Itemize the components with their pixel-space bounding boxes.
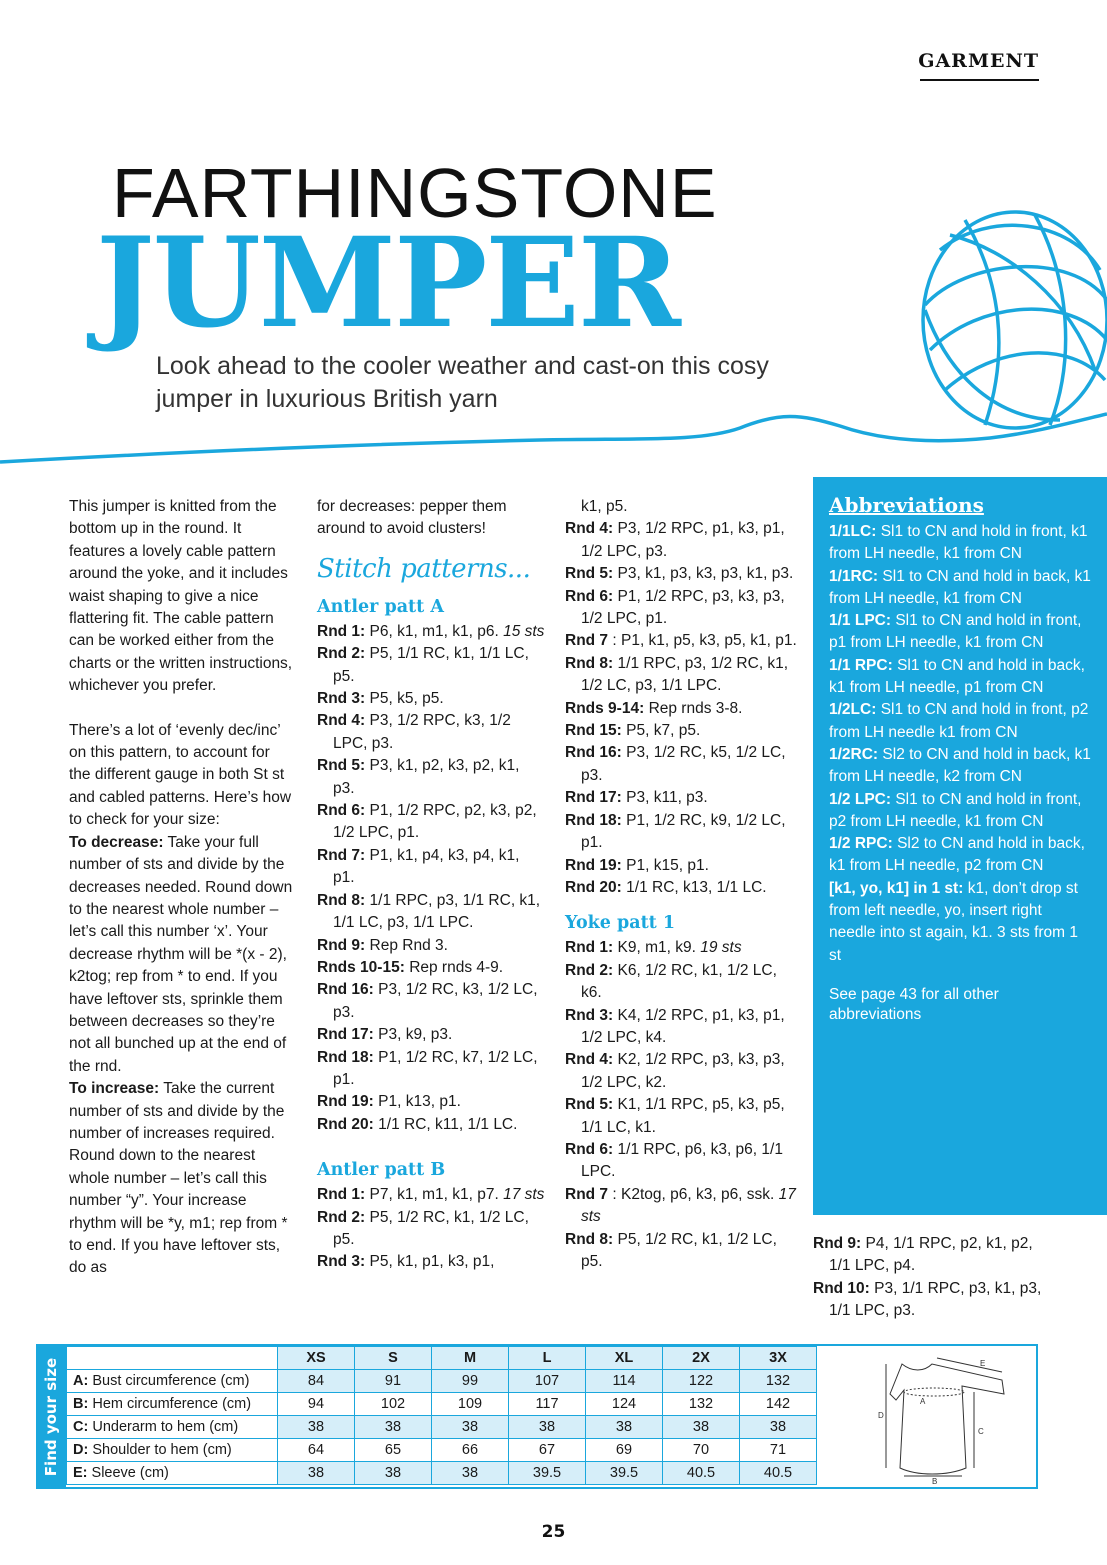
antler-a-heading: Antler patt A [317,596,444,617]
measurement-value: 38 [586,1416,663,1439]
size-row [67,1439,817,1462]
measurement-value: 38 [355,1416,432,1439]
antler-b-rounds [317,1184,545,1274]
round-text: P1, 1/2 RC, k9, 1/2 LC, p1. [581,811,786,852]
round-label: Rnd 8: [565,1230,614,1248]
measurement-value: 69 [586,1439,663,1462]
abbreviation-item [829,521,1091,566]
round-instruction [565,787,797,809]
round-label: Rnd 6: [565,1140,614,1158]
antler-a-rounds [317,621,545,1136]
round-text: K2, 1/2 RPC, p3, k3, p3, 1/2 LPC, k2. [581,1051,785,1091]
measurement-label [67,1416,278,1439]
size-header: 2X [663,1347,740,1370]
measurement-value: 38 [278,1462,355,1485]
abbreviation-definition: Sl2 to CN and hold in back, k1 from LH needle, p2 from CN [829,835,1085,875]
round-label: Rnd 1: [317,1186,366,1204]
stitch-column-2 [317,496,545,1274]
abbreviation-item [829,610,1091,655]
round-label: Rnd 2: [565,961,614,979]
antler-b-heading: Antler patt B [317,1160,446,1181]
garment-diagram [862,1350,1032,1485]
round-text: P6, k1, m1, k1, p6. [369,622,499,640]
round-instruction [565,653,797,698]
round-instruction [317,1114,545,1136]
measurement-label [67,1393,278,1416]
round-text: K6, 1/2 RC, k1, 1/2 LC, k6. [581,961,777,1002]
round-text: 1/1 RC, k13, 1/1 LC. [626,878,767,896]
measurement-label [67,1462,278,1485]
round-instruction [317,755,545,800]
abbreviation-key: 1/2LC: [829,701,877,719]
round-text: P3, 1/2 RC, k5, 1/2 LC, p3. [581,744,786,784]
round-instruction [317,1047,545,1092]
abbreviation-definition: Sl1 to CN and hold in front, p1 from LH needle, k1 from CN [829,612,1082,652]
find-your-size-label: Find your size [42,1357,60,1476]
size-header: XL [586,1347,663,1370]
measurement-value: 38 [355,1462,432,1485]
round-label: Rnd 6: [565,587,614,605]
round-label: Rnd 7 [565,1185,609,1203]
measurement-value: 99 [432,1370,509,1393]
abbreviations-list [829,521,1091,967]
abbreviation-definition: Sl1 to CN and hold in front, p2 from LH needle k1 from CN [829,701,1089,741]
size-header: S [355,1347,432,1370]
measurement-label [67,1370,278,1393]
round-text: K4, 1/2 RPC, p1, k3, p1, 1/2 LPC, k4. [581,1006,785,1046]
round-text: P1, k1, p4, k3, p4, k1, p1. [333,846,520,887]
round-instruction [565,810,797,855]
round-instruction [565,1094,797,1139]
abbreviation-item [829,789,1091,834]
round-instruction [565,937,797,959]
round-text: Rep Rnd 3. [369,936,448,954]
round-label: Rnd 15: [565,722,622,740]
round-text: P1, 1/2 RPC, p2, k3, p2, 1/2 LPC, p1. [333,802,537,842]
intro-column [69,496,295,1280]
round-instruction [565,720,797,742]
round-instruction [317,957,545,979]
round-text: : P1, k1, p5, k3, p5, k1, p1. [612,632,797,650]
round-text: 1/1 RPC, p3, 1/2 RC, k1, 1/2 LC, p3, 1/1 LPC. [581,654,789,695]
measurement-value: 132 [663,1393,740,1416]
round-text: P3, k11, p3. [626,789,708,807]
abbreviation-item [829,566,1091,611]
round-label: Rnd 19: [317,1093,374,1111]
round-text: P5, 1/2 RC, k1, 1/2 LC, p5. [581,1230,777,1270]
yoke-rounds-cont [813,1233,1053,1323]
measurement-value: 64 [278,1439,355,1462]
measurement-value: 117 [509,1393,586,1416]
round-label: Rnd 5: [565,565,614,583]
abbreviation-key: 1/1 RPC: [829,656,893,674]
abbreviation-definition: Sl1 to CN and hold in back, k1 from LH needle, p1 from CN [829,656,1085,697]
round-text: P1, k13, p1. [378,1093,461,1111]
decrease-paragraph [69,832,295,1078]
round-instruction [317,621,545,643]
measurement-label [67,1439,278,1462]
round-instruction [317,643,545,688]
size-row [67,1416,817,1439]
round-label: Rnd 8: [317,891,366,909]
abbreviation-item [829,655,1091,700]
round-text: 1/1 RPC, p6, k3, p6, 1/1 LPC. [581,1140,783,1181]
round-instruction [317,688,545,710]
round-label: Rnds 9-14: [565,699,645,717]
round-instruction [813,1278,1053,1323]
measurement-value: 102 [355,1393,432,1416]
abbreviation-key: 1/1RC: [829,567,879,585]
measurement-value: 94 [278,1393,355,1416]
decrease-label: To decrease: [69,833,164,851]
stitch-count-note: 17 sts [581,1185,796,1226]
round-text: P3, k9, p3. [378,1026,453,1044]
measurement-key: C: [73,1419,89,1435]
abbreviation-definition: Sl1 to CN and hold in front, k1 from LH needle, k1 from CN [829,523,1088,563]
increase-label: To increase: [69,1080,160,1098]
measurement-name: Sleeve (cm) [87,1465,169,1481]
round-label: Rnd 16: [565,744,622,762]
round-label: Rnd 2: [317,645,366,663]
round-instruction [565,960,797,1005]
antler-b-rounds-cont [565,518,797,899]
measurement-key: B: [73,1396,89,1412]
measurement-name: Bust circumference (cm) [88,1373,250,1389]
round-instruction [317,1251,545,1273]
round-text: Rep rnds 3-8. [648,699,743,717]
round-instruction [565,742,797,787]
measurement-value: 40.5 [663,1462,740,1485]
round-text: P3, k1, p3, k3, p3, k1, p3. [617,565,794,583]
round-instruction [565,698,797,720]
round-instruction [317,1207,545,1252]
round-instruction [317,710,545,755]
round-text: P4, 1/1 RPC, p2, k1, p2, 1/1 LPC, p4. [829,1235,1033,1275]
abbreviation-definition: Sl1 to CN and hold in front, p2 from LH needle, k1 from CN [829,790,1082,830]
round-text: P7, k1, m1, k1, p7. [369,1186,499,1204]
round-text: P1, 1/2 RPC, p3, k3, p3, 1/2 LPC, p1. [581,587,785,628]
abbreviation-key: 1/2 RPC: [829,835,893,853]
size-header-blank [67,1347,278,1370]
diagram-label-e: E [980,1359,986,1368]
round-instruction [565,1184,797,1229]
abbreviation-key: 1/2 LPC: [829,790,892,808]
size-header: M [432,1347,509,1370]
diagram-label-c: C [978,1427,984,1436]
size-header-row [67,1347,817,1370]
measurement-value: 107 [509,1370,586,1393]
round-text: P5, k7, p5. [626,722,701,740]
measurement-value: 38 [740,1416,817,1439]
abbreviations-footer: See page 43 for all other abbreviations [829,985,999,1023]
round-text: 1/1 RPC, p3, 1/1 RC, k1, 1/1 LC, p3, 1/1 LPC. [333,891,541,932]
measurement-value: 65 [355,1439,432,1462]
stitch-count-note: 19 sts [700,939,742,957]
round-label: Rnd 18: [317,1048,374,1066]
round-instruction [565,1049,797,1094]
measurement-value: 132 [740,1370,817,1393]
increase-paragraph [69,1078,295,1280]
round-label: Rnds 10-15: [317,958,405,976]
measurement-value: 40.5 [740,1462,817,1485]
round-instruction [317,800,545,845]
yarn-ball-illustration [0,190,1107,470]
round-instruction [565,1005,797,1050]
measurement-value: 142 [740,1393,817,1416]
title-line-2: JUMPER [96,211,679,356]
decrease-text: Take your full number of sts and divide by the decreases needed. Round down to the nearest whole number – let’s call this number ‘x’. Your decrease rhythm will be *(x - 2), k2tog; rep from * to end. If you have leftover sts, sprinkle them between decreases so they’re not all bunched up at the end of the rnd. [69,833,293,1075]
round-label: Rnd 4: [565,520,614,538]
gauge-paragraph: There’s a lot of ‘evenly dec/inc’ on this pattern, to account for the different gauge in both St st and cabled patterns. Here’s how to check for your size: [69,721,292,829]
round-text: P3, k1, p2, k3, p2, k1, p3. [333,757,520,797]
round-text: P5, 1/1 RC, k1, 1/1 LC, p5. [333,645,529,685]
round-text: 1/1 RC, k11, 1/1 LC. [378,1115,518,1133]
abbreviation-key: 1/2RC: [829,745,879,763]
round-text: P3, 1/2 RC, k3, 1/2 LC, p3. [333,981,538,1021]
measurement-value: 114 [586,1370,663,1393]
round-text: : K2tog, p6, k3, p6, ssk. [612,1185,775,1203]
size-table [66,1346,817,1485]
abbreviation-definition: k1, don’t drop st from left needle, yo, insert right needle into st again, k1. 3 sts from 1 st [829,879,1078,964]
measurement-value: 39.5 [586,1462,663,1485]
diagram-label-b: B [932,1477,938,1485]
diagram-label-d: D [878,1411,884,1420]
round-text: P1, k15, p1. [626,856,709,874]
round-label: Rnd 18: [565,811,622,829]
round-label: Rnd 17: [565,789,622,807]
abbreviation-key: 1/1 LPC: [829,612,892,630]
measurement-key: D: [73,1442,89,1458]
round-label: Rnd 3: [565,1006,614,1024]
section-rule [920,79,1039,81]
round-label: Rnd 10: [813,1279,870,1297]
round-label: Rnd 3: [317,690,366,708]
round-instruction [317,845,545,890]
measurement-key: A: [73,1373,89,1389]
abbreviation-key: [k1, yo, k1] in 1 st: [829,879,964,897]
size-row [67,1370,817,1393]
measurement-name: Shoulder to hem (cm) [88,1442,232,1458]
measurement-name: Underarm to hem (cm) [88,1419,239,1435]
round-label: Rnd 19: [565,856,622,874]
measurement-key: E: [73,1465,88,1481]
size-row [67,1393,817,1416]
measurement-value: 38 [278,1416,355,1439]
round-text: P5, k5, p5. [369,690,444,708]
measurement-value: 91 [355,1370,432,1393]
measurement-value: 71 [740,1439,817,1462]
round-instruction [813,1233,1053,1278]
round-instruction [317,1091,545,1113]
continued-text: for decreases: pepper them around to avoid clusters! [317,498,507,538]
measurement-value: 38 [432,1416,509,1439]
round-text: P3, 1/2 RPC, k3, 1/2 LPC, p3. [333,712,511,752]
round-instruction [565,1139,797,1184]
measurement-name: Hem circumference (cm) [88,1396,252,1412]
yoke-rounds [565,937,797,1273]
round-label: Rnd 9: [317,936,366,954]
round-label: Rnd 8: [565,654,614,672]
measurement-value: 124 [586,1393,663,1416]
page-number: 25 [541,1522,566,1542]
round-instruction [565,586,797,631]
round-text: P3, 1/1 RPC, p3, k1, p3, 1/1 LPC, p3. [829,1279,1042,1320]
round-label: Rnd 3: [317,1253,366,1271]
measurement-value: 66 [432,1439,509,1462]
round-instruction [565,877,797,899]
stitch-column-3 [565,496,797,1273]
measurement-value: 38 [509,1416,586,1439]
round-label: Rnd 17: [317,1026,374,1044]
measurement-value: 38 [432,1462,509,1485]
continued-text: k1, p5. [581,498,628,515]
round-instruction [317,1024,545,1046]
measurement-value: 122 [663,1370,740,1393]
standfirst: Look ahead to the cooler weather and cast-on this cosy jumper in luxurious British yarn [156,352,769,413]
round-label: Rnd 9: [813,1235,862,1252]
round-label: Rnd 7: [317,846,366,864]
measurement-value: 84 [278,1370,355,1393]
size-header: L [509,1347,586,1370]
round-instruction [317,979,545,1024]
round-label: Rnd 1: [565,939,614,957]
round-instruction [317,1184,545,1206]
round-text: P3, 1/2 RPC, p1, k3, p1, 1/2 LPC, p3. [581,520,785,560]
round-instruction [565,563,797,585]
round-label: Rnd 4: [565,1051,614,1069]
measurement-value: 67 [509,1439,586,1462]
stitch-patterns-heading: Stitch patterns... [317,553,531,584]
round-instruction [565,518,797,563]
find-your-size-tab [36,1344,66,1489]
round-label: Rnd 4: [317,712,366,730]
round-text: K1, 1/1 RPC, p5, k3, p5, 1/1 LC, k1. [581,1096,785,1136]
round-label: Rnd 6: [317,802,366,820]
abbreviation-key: 1/1LC: [829,523,877,540]
round-text: P5, 1/2 RC, k1, 1/2 LC, p5. [333,1208,529,1248]
size-header: XS [278,1347,355,1370]
round-text: P5, k1, p1, k3, p1, [369,1253,495,1271]
round-text: Rep rnds 4-9. [409,958,504,976]
size-row [67,1462,817,1485]
round-text: K9, m1, k9. [617,939,696,957]
abbreviation-item [829,833,1091,878]
abbreviation-item [829,744,1091,789]
abbreviations-box [813,477,1107,1215]
abbreviation-item [829,699,1091,744]
intro-paragraph: This jumper is knitted from the bottom up in the round. It features a lovely cable pattern around the yoke, and it includes waist shaping to give a nice flattering fit. The cable pattern can be worked either from the charts or the written instructions, whichever you prefer. [69,498,293,695]
abbreviation-definition: Sl2 to CN and hold in back, k1 from LH needle, k2 from CN [829,745,1091,786]
stitch-count-note: 15 sts [503,622,545,640]
round-label: Rnd 5: [565,1096,614,1114]
size-header: 3X [740,1347,817,1370]
round-label: Rnd 16: [317,981,374,999]
stitch-count-note: 17 sts [503,1186,545,1204]
abbreviation-item [829,878,1091,967]
round-instruction [565,855,797,877]
abbreviation-definition: Sl1 to CN and hold in back, k1 from LH needle, k1 from CN [829,567,1091,607]
measurement-value: 70 [663,1439,740,1462]
round-label: Rnd 1: [317,622,366,640]
yoke-heading: Yoke patt 1 [565,913,676,934]
round-instruction [317,890,545,935]
round-label: Rnd 7 [565,632,609,650]
round-instruction [317,935,545,957]
title-line-1: FARTHINGSTONE [112,154,718,232]
diagram-label-a: A [920,1397,926,1406]
measurement-value: 38 [663,1416,740,1439]
measurement-value: 109 [432,1393,509,1416]
round-label: Rnd 5: [317,757,366,775]
round-label: Rnd 20: [317,1115,374,1133]
increase-text: Take the current number of sts and divide by the number of increases required. Round down to the nearest whole number – let’s call this number “y”. Your increase rhythm will be *y, m1; rep from * to end. If you have leftover sts, do as [69,1080,288,1277]
abbreviations-heading: Abbreviations [829,493,984,517]
measurement-value: 39.5 [509,1462,586,1485]
round-text: P1, 1/2 RC, k7, 1/2 LC, p1. [333,1048,538,1088]
round-label: Rnd 2: [317,1208,366,1226]
round-instruction [565,1229,797,1274]
round-instruction [565,630,797,652]
section-label: GARMENT [918,50,1039,72]
round-label: Rnd 20: [565,878,622,896]
